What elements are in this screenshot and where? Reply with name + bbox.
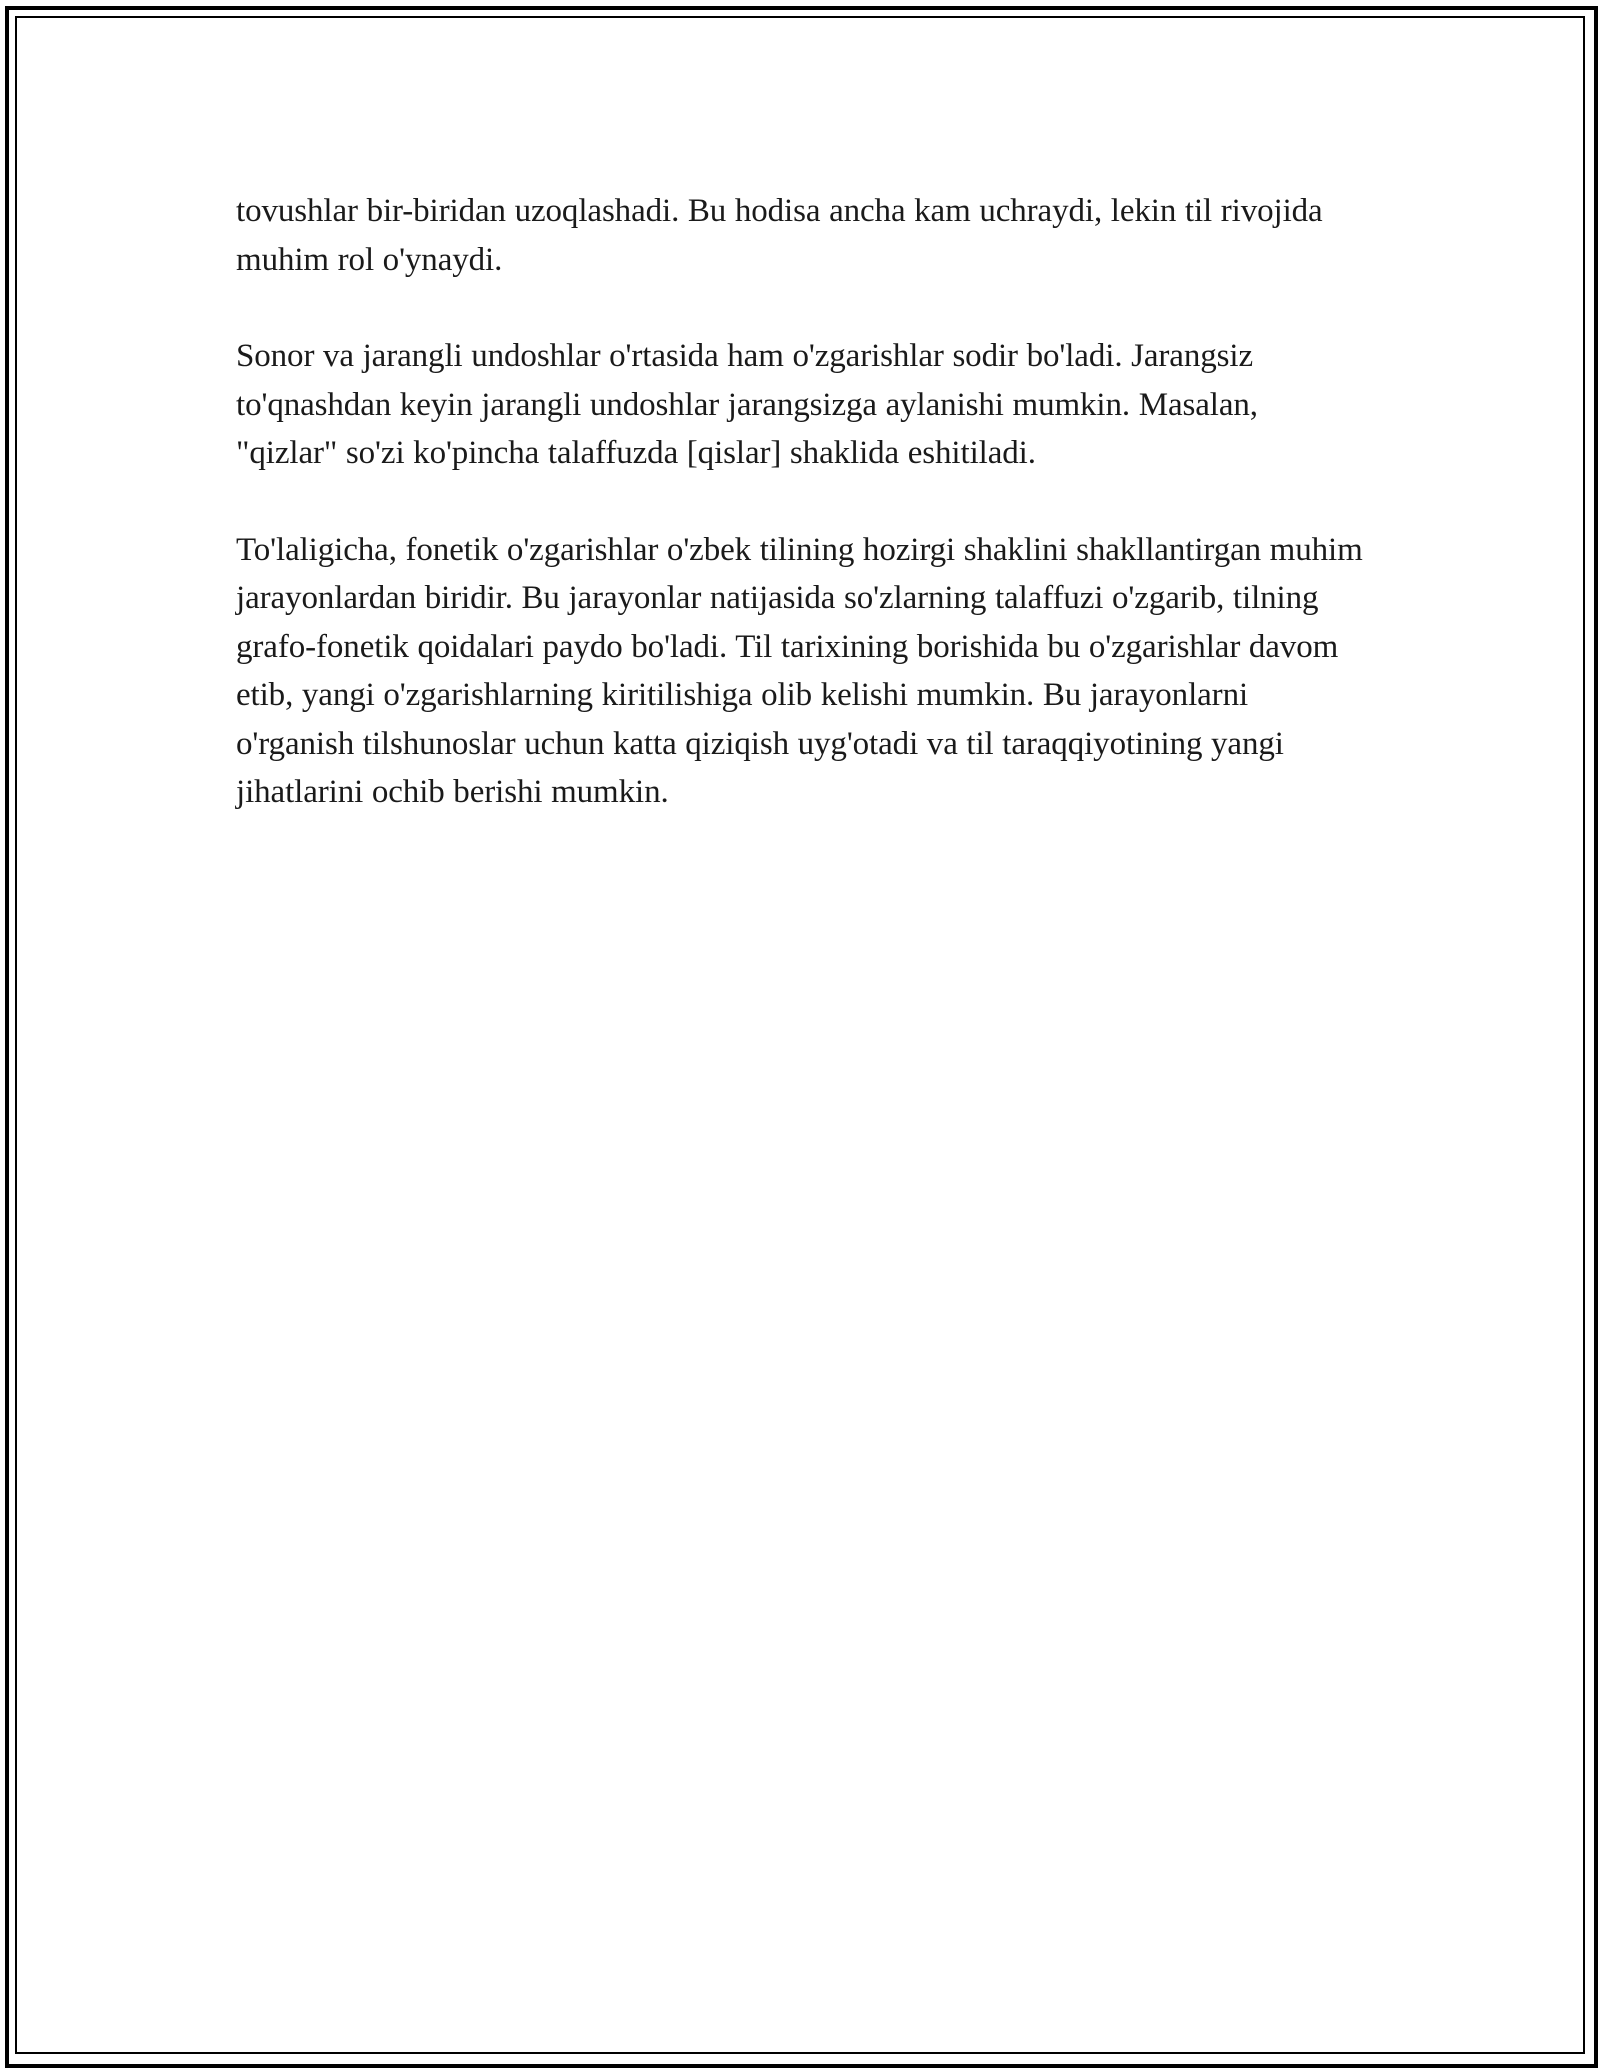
document-body	[236, 187, 1366, 865]
paragraph-2: Sonor va jarangli undoshlar o'rtasida ham o'zgarishlar sodir bo'ladi. Jarangsiz to'qnashdan keyin jarangli undoshlar jarangsizga aylanishi mumkin. Masalan, "qizlar" so'zi ko'pincha talaffuzda [qislar] shaklida eshitiladi.	[236, 338, 1258, 471]
paragraph-1: tovushlar bir-biridan uzoqlashadi. Bu hodisa ancha kam uchraydi, lekin til rivojida muhim rol o'ynaydi.	[236, 193, 1323, 278]
paragraph-3: To'laligicha, fonetik o'zgarishlar o'zbek tilining hozirgi shaklini shakllantirgan muhim jarayonlardan biridir. Bu jarayonlar natijasida so'zlarning talaffuzi o'zgarib, tilning grafo-fonetik qoidalari paydo bo'ladi. Til tarixining borishida bu o'zgarishlar davom etib, yangi o'zgarishlarning kiritilishiga olib kelishi mumkin. Bu jarayonlarni o'rganish tilshunoslar uchun katta qiziqish uyg'otadi va til taraqqiyotining yangi jihatlarini ochib berishi mumkin.	[236, 531, 1363, 810]
